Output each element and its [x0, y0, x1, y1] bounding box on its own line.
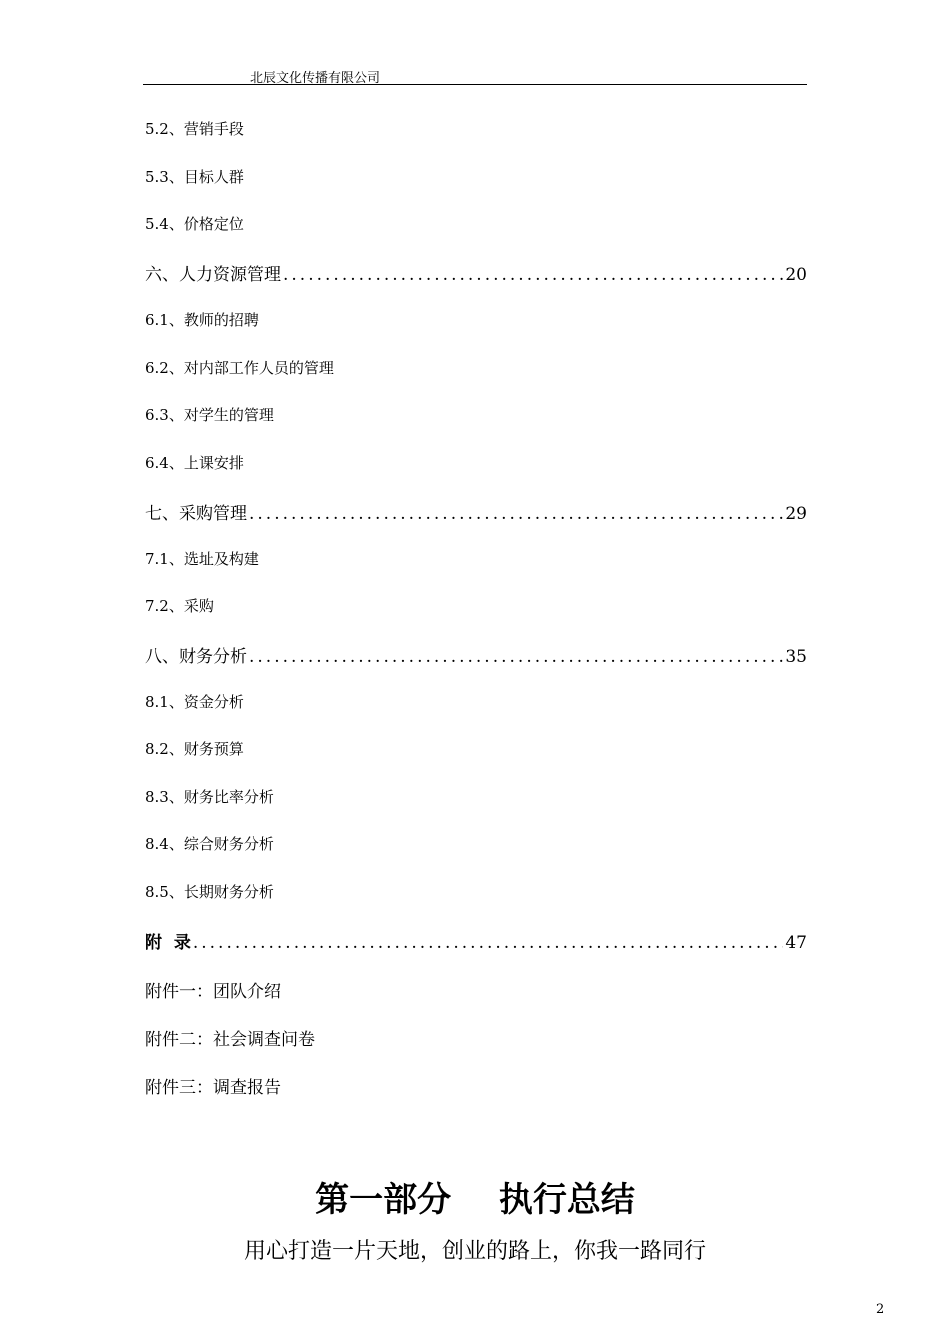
- toc-item-label: 7.2、采购: [145, 597, 214, 615]
- toc-item-label: 5.3、目标人群: [145, 168, 244, 186]
- toc-page-number: 47: [785, 933, 807, 953]
- page-number: 2: [876, 1302, 885, 1317]
- toc-chapter-title: 六、人力资源管理: [145, 265, 281, 285]
- toc-item-label: 8.2、财务预算: [145, 740, 244, 758]
- dot-leader: [249, 647, 783, 667]
- toc-chapter-title: 八、财务分析: [145, 647, 247, 667]
- toc-item-label: 附件二：社会调查问卷: [145, 1030, 315, 1050]
- toc-item-label: 附件三：调查报告: [145, 1078, 281, 1098]
- part-title: 第一部分 执行总结: [315, 1180, 635, 1220]
- toc-item-label: 5.2、营销手段: [145, 120, 244, 138]
- toc-item-label: 8.5、长期财务分析: [145, 883, 274, 901]
- toc-item-label: 5.4、价格定位: [145, 215, 244, 233]
- toc-item-7-2[interactable]: [145, 595, 807, 616]
- toc-item-7-1[interactable]: [145, 548, 807, 569]
- dot-leader: [193, 933, 784, 953]
- toc-page-number: 20: [785, 265, 807, 285]
- part-slogan: 用心打造一片天地，创业的路上，你我一路同行: [243, 1239, 706, 1264]
- toc-item-label: 6.3、对学生的管理: [145, 406, 274, 424]
- toc-appendix-title: 附 录: [145, 933, 191, 953]
- toc-item-label: 8.3、财务比率分析: [145, 788, 274, 806]
- toc-appendix-item-1[interactable]: [145, 977, 807, 1002]
- toc-item-label: 8.1、资金分析: [145, 693, 244, 711]
- toc-appendix-item-2[interactable]: [145, 1025, 807, 1050]
- toc-item-label: 6.2、对内部工作人员的管理: [145, 359, 334, 377]
- toc-item-5-4[interactable]: [145, 213, 807, 234]
- toc-page-number: 35: [785, 647, 807, 667]
- toc-item-label: 8.4、综合财务分析: [145, 835, 274, 853]
- toc-chapter-6[interactable]: [145, 260, 807, 285]
- toc-item-6-3[interactable]: [145, 404, 807, 425]
- toc-item-6-4[interactable]: [145, 452, 807, 473]
- toc-item-8-2[interactable]: [145, 738, 807, 759]
- toc-item-label: 7.1、选址及构建: [145, 550, 259, 568]
- toc-item-label: 附件一：团队介绍: [145, 982, 281, 1002]
- toc-item-8-5[interactable]: [145, 881, 807, 902]
- header-company-name: 北辰文化传播有限公司: [250, 71, 381, 86]
- header-rule: [143, 84, 807, 85]
- toc-item-8-4[interactable]: [145, 833, 807, 854]
- dot-leader: [249, 504, 783, 524]
- toc-chapter-7[interactable]: [145, 499, 807, 524]
- dot-leader: [283, 265, 783, 285]
- toc-appendix-item-3[interactable]: [145, 1073, 807, 1098]
- toc-item-6-2[interactable]: [145, 357, 807, 378]
- toc-page-number: 29: [785, 504, 807, 524]
- toc-chapter-8[interactable]: [145, 642, 807, 667]
- toc-item-8-3[interactable]: [145, 786, 807, 807]
- toc-item-label: 6.1、教师的招聘: [145, 311, 259, 329]
- toc-item-6-1[interactable]: [145, 309, 807, 330]
- toc-item-label: 6.4、上课安排: [145, 454, 244, 472]
- toc-appendix[interactable]: [145, 928, 807, 953]
- toc-chapter-title: 七、采购管理: [145, 504, 247, 524]
- toc-item-8-1[interactable]: [145, 691, 807, 712]
- toc-item-5-3[interactable]: [145, 166, 807, 187]
- toc-item-5-2[interactable]: [145, 118, 807, 139]
